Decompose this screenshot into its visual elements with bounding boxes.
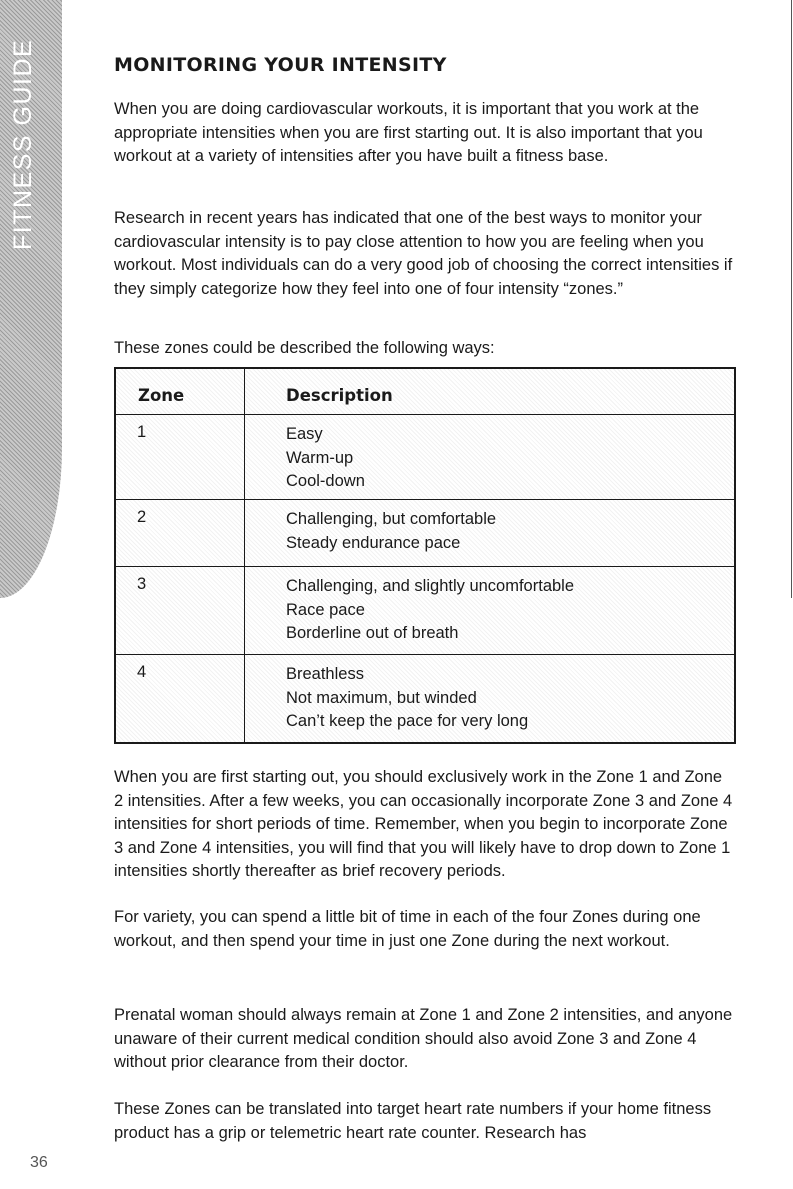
zone-description xyxy=(286,508,496,555)
description-line: Breathless xyxy=(286,665,364,683)
body-paragraph-2: For variety, you can spend a little bit of time in each of the four Zones during one workout, and then spend your time in just one Zone during the next workout. xyxy=(114,908,701,950)
side-tab-label: FITNESS GUIDE xyxy=(9,38,37,250)
zone-description xyxy=(286,663,528,734)
body-paragraph-3: Prenatal woman should always remain at Zone 1 and Zone 2 intensities, and anyone unaware of their current medical condition should also avoid Zone 3 and Zone 4 without prior clearance from their doctor. xyxy=(114,1006,733,1071)
description-line: Challenging, and slightly uncomfortable xyxy=(286,577,575,595)
table-row xyxy=(116,566,734,655)
table-row xyxy=(116,654,734,742)
intro-paragraph-2: Research in recent years has indicated that one of the best ways to monitor your cardiovascular intensity is to pay close attention to how you are feeling when you workout. Most individuals can do a very good job of choosing the correct intensities if they simply categorize how they feel into one of four intensity “zones.” xyxy=(114,209,733,298)
intro-paragraph-3: These zones could be described the following ways: xyxy=(114,339,495,357)
body-paragraph-1: When you are first starting out, you should exclusively work in the Zone 1 and Zone 2 intensities. After a few weeks, you can occasionally incorporate Zone 3 and Zone 4 intensities for short periods of time. Remember, when you begin to incorporate Zone 3 and Zone 4 intensities, you will find that you will likely have to drop down to Zone 1 intensities shortly thereafter as brief recovery periods. xyxy=(114,768,733,880)
description-line: Race pace xyxy=(286,600,365,619)
zone-number: 4 xyxy=(137,663,147,681)
description-line: Steady endurance pace xyxy=(286,533,461,552)
zone-number: 3 xyxy=(137,575,147,593)
description-line: Borderline out of breath xyxy=(286,624,459,642)
description-line: Not maximum, but winded xyxy=(286,688,477,707)
zone-description xyxy=(286,575,574,646)
zone-number: 1 xyxy=(137,423,147,441)
body-paragraph-4: These Zones can be translated into target heart rate numbers if your home fitness product has a grip or telemetric heart rate counter. Research has xyxy=(114,1100,712,1142)
side-tab xyxy=(0,0,62,598)
zones-table xyxy=(114,367,736,744)
table-row xyxy=(116,499,734,567)
table-row xyxy=(116,414,734,500)
table-header xyxy=(116,369,734,415)
intro-paragraph-1: When you are doing cardiovascular workouts, it is important that you work at the appropriate intensities when you are first starting out. It is also important that you workout at a variety of intensities after you have built a fitness base. xyxy=(114,100,703,165)
description-line: Can’t keep the pace for very long xyxy=(286,712,529,730)
page-number: 36 xyxy=(30,1154,48,1171)
zone-column-header: Zone xyxy=(138,386,185,405)
zone-number: 2 xyxy=(137,508,147,526)
description-line: Easy xyxy=(286,425,323,443)
zone-description xyxy=(286,423,365,494)
description-line: Cool-down xyxy=(286,472,365,490)
page-heading: MONITORING YOUR INTENSITY xyxy=(114,54,447,76)
description-line: Challenging, but comfortable xyxy=(286,510,497,528)
right-margin-rule xyxy=(791,0,792,598)
description-column-header: Description xyxy=(286,386,393,405)
description-line: Warm-up xyxy=(286,448,354,467)
